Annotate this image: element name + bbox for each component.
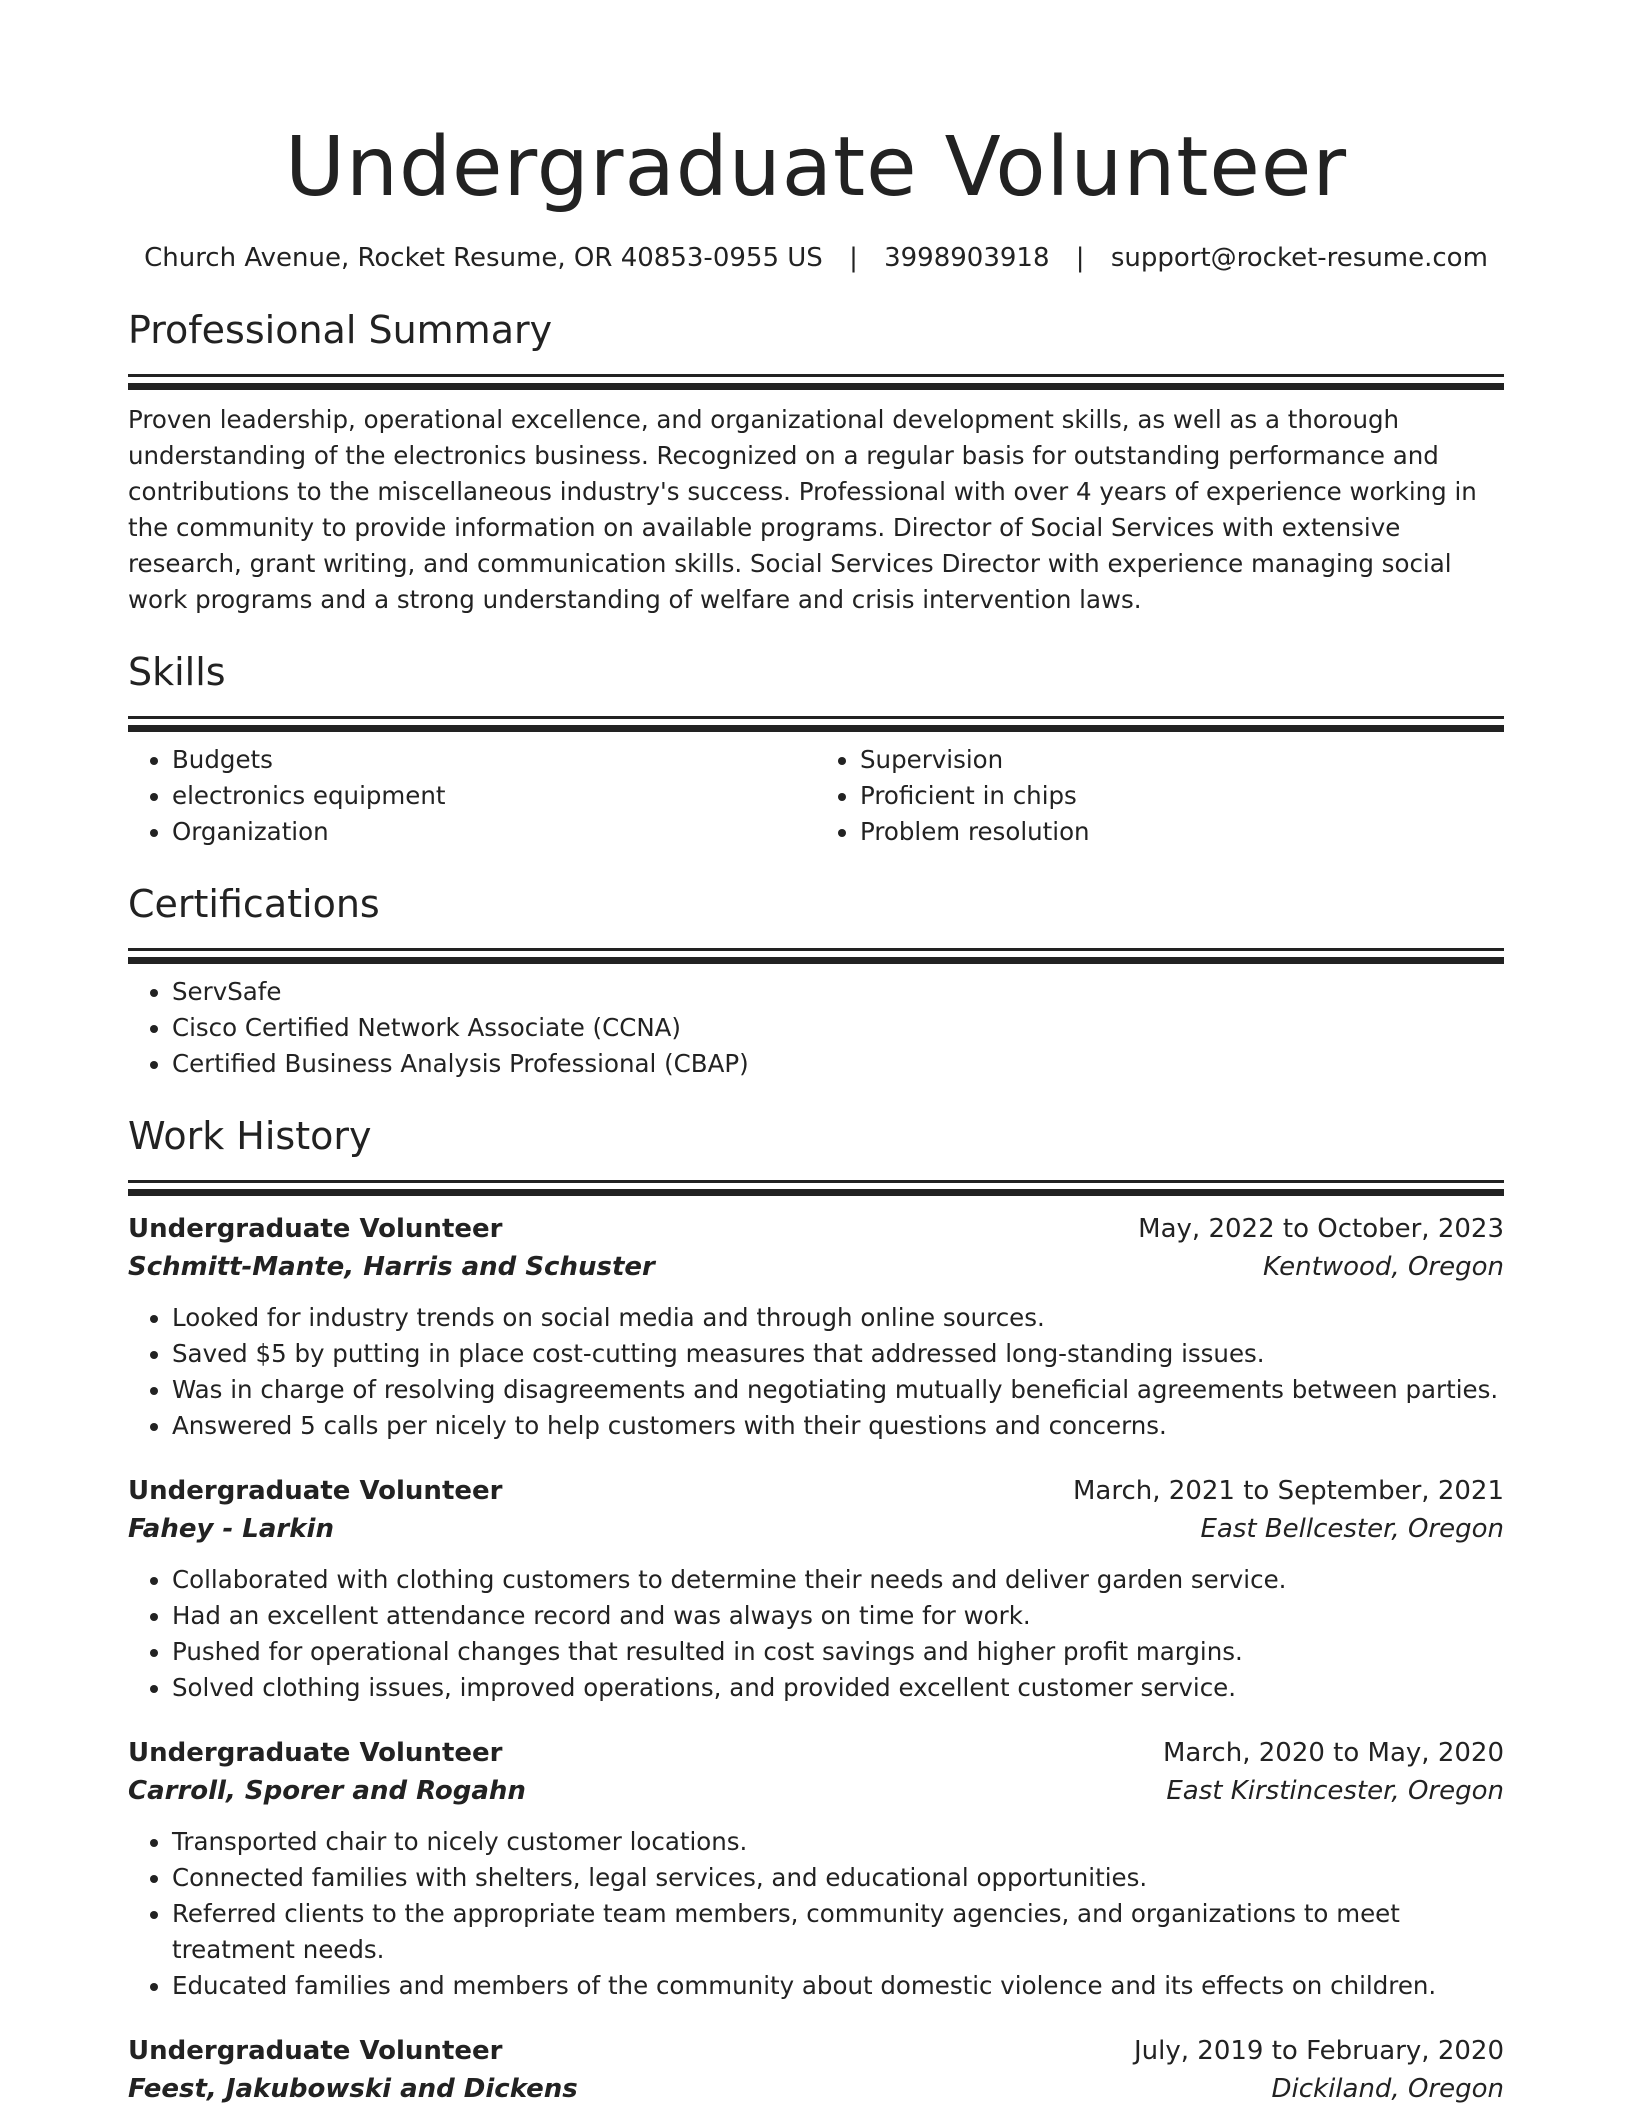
job-entry: [128, 1734, 1504, 2004]
job-location: East Kirstincester, Oregon: [1166, 1776, 1504, 1806]
job-company: Schmitt-Mante, Harris and Schuster: [128, 1252, 655, 1282]
certification-item: • ServSafe: [172, 974, 1504, 1010]
job-company: Fahey - Larkin: [128, 1514, 334, 1544]
section-divider-thick: [128, 957, 1504, 964]
job-bullet: • Referred clients to the appropriate team members, community agencies, and organizations to meet treatment needs.: [172, 1896, 1504, 1968]
job-dates: July, 2019 to February, 2020: [1134, 2036, 1504, 2066]
job-subheader: [128, 1248, 1504, 1286]
job-bullet: • Collaborated with clothing customers to determine their needs and deliver garden service.: [172, 1562, 1504, 1598]
section-divider-thick: [128, 725, 1504, 732]
job-subheader: [128, 1772, 1504, 1810]
job-bullets: [128, 1824, 1504, 2004]
skills-list-left: [128, 742, 816, 850]
job-dates: March, 2021 to September, 2021: [1073, 1476, 1504, 1506]
section-divider: [128, 716, 1504, 719]
job-bullet: • Solved clothing issues, improved operations, and provided excellent customer service.: [172, 1670, 1504, 1706]
job-location: East Bellcester, Oregon: [1200, 1514, 1504, 1544]
job-company: Carroll, Sporer and Rogahn: [128, 1776, 526, 1806]
job-location: Kentwood, Oregon: [1263, 1252, 1504, 1282]
resume-name: Undergraduate Volunteer: [284, 120, 1348, 215]
skill-item: • Budgets: [172, 742, 816, 778]
contact-line: [128, 240, 1504, 276]
job-bullets: [128, 1562, 1504, 1706]
job-header: [128, 1210, 1504, 1248]
job-title: Undergraduate Volunteer: [128, 1214, 503, 1244]
job-bullet: • Educated families and members of the community about domestic violence and its effects on children.: [172, 1968, 1504, 2004]
job-subheader: [128, 1510, 1504, 1548]
section-divider: [128, 948, 1504, 951]
job-bullet: • Was in charge of resolving disagreements and negotiating mutually beneficial agreements between parties.: [172, 1372, 1504, 1408]
job-bullet: • Had an excellent attendance record and was always on time for work.: [172, 1598, 1504, 1634]
skill-item: • Proficient in chips: [860, 778, 1504, 814]
contact-address: Church Avenue, Rocket Resume, OR 40853-0955 US: [144, 243, 823, 273]
job-header: [128, 2032, 1504, 2070]
job-dates: March, 2020 to May, 2020: [1162, 1738, 1504, 1768]
job-entry: [128, 1210, 1504, 1444]
certification-item: • Cisco Certified Network Associate (CCNA): [172, 1010, 1504, 1046]
section-work-history: [128, 1112, 1504, 2108]
section-skills: [128, 648, 1504, 850]
job-bullet: • Answered 5 calls per nicely to help customers with their questions and concerns.: [172, 1408, 1504, 1444]
skills-grid: [128, 732, 1504, 850]
skill-item: • electronics equipment: [172, 778, 816, 814]
skills-list-right: [816, 742, 1504, 850]
job-header: [128, 1734, 1504, 1772]
section-professional-summary: [128, 306, 1504, 618]
skill-item: • Organization: [172, 814, 816, 850]
section-divider-thick: [128, 1189, 1504, 1196]
job-entry: [128, 2032, 1504, 2108]
job-header: [128, 1472, 1504, 1510]
section-title: Certifications: [128, 882, 380, 926]
job-bullet: • Saved $5 by putting in place cost-cutting measures that addressed long-standing issues.: [172, 1336, 1504, 1372]
job-entry: [128, 1472, 1504, 1706]
section-title: Skills: [128, 650, 226, 694]
job-dates: May, 2022 to October, 2023: [1138, 1214, 1504, 1244]
contact-separator: |: [849, 243, 858, 273]
contact-separator: |: [1075, 243, 1085, 273]
job-bullet: • Looked for industry trends on social media and through online sources.: [172, 1300, 1504, 1336]
section-title: Work History: [128, 1114, 372, 1158]
job-bullet: • Pushed for operational changes that resulted in cost savings and higher profit margins.: [172, 1634, 1504, 1670]
job-title: Undergraduate Volunteer: [128, 1476, 503, 1506]
section-divider-thick: [128, 383, 1504, 390]
skill-item: • Problem resolution: [860, 814, 1504, 850]
certification-item: • Certified Business Analysis Professional (CBAP): [172, 1046, 1504, 1082]
job-company: Feest, Jakubowski and Dickens: [128, 2074, 578, 2104]
job-title: Undergraduate Volunteer: [128, 1738, 503, 1768]
summary-text: Proven leadership, operational excellence, and organizational development skills, as well as a thorough understanding of the electronics business. Recognized on a regular basis for outstanding performance and contributions to the miscellaneous industry's success. Professional with over 4 years of experience working in the community to provide information on available programs. Director of Social Services with extensive research, grant writing, and communication skills. Social Services Director with experience managing social work programs and a strong understanding of welfare and crisis intervention laws.: [128, 405, 1477, 614]
section-divider: [128, 374, 1504, 377]
section-divider: [128, 1180, 1504, 1183]
section-certifications: [128, 880, 1504, 1082]
contact-email[interactable]: support@rocket-resume.com: [1110, 243, 1488, 273]
certifications-list: [128, 974, 1504, 1082]
job-title: Undergraduate Volunteer: [128, 2036, 503, 2066]
section-title: Professional Summary: [128, 308, 553, 352]
job-bullets: [128, 1300, 1504, 1444]
skill-item: • Supervision: [860, 742, 1504, 778]
contact-phone: 3998903918: [884, 243, 1050, 273]
job-bullet: • Connected families with shelters, legal services, and educational opportunities.: [172, 1860, 1504, 1896]
job-subheader: [128, 2070, 1504, 2108]
job-bullet: • Transported chair to nicely customer locations.: [172, 1824, 1504, 1860]
job-location: Dickiland, Oregon: [1271, 2074, 1504, 2104]
